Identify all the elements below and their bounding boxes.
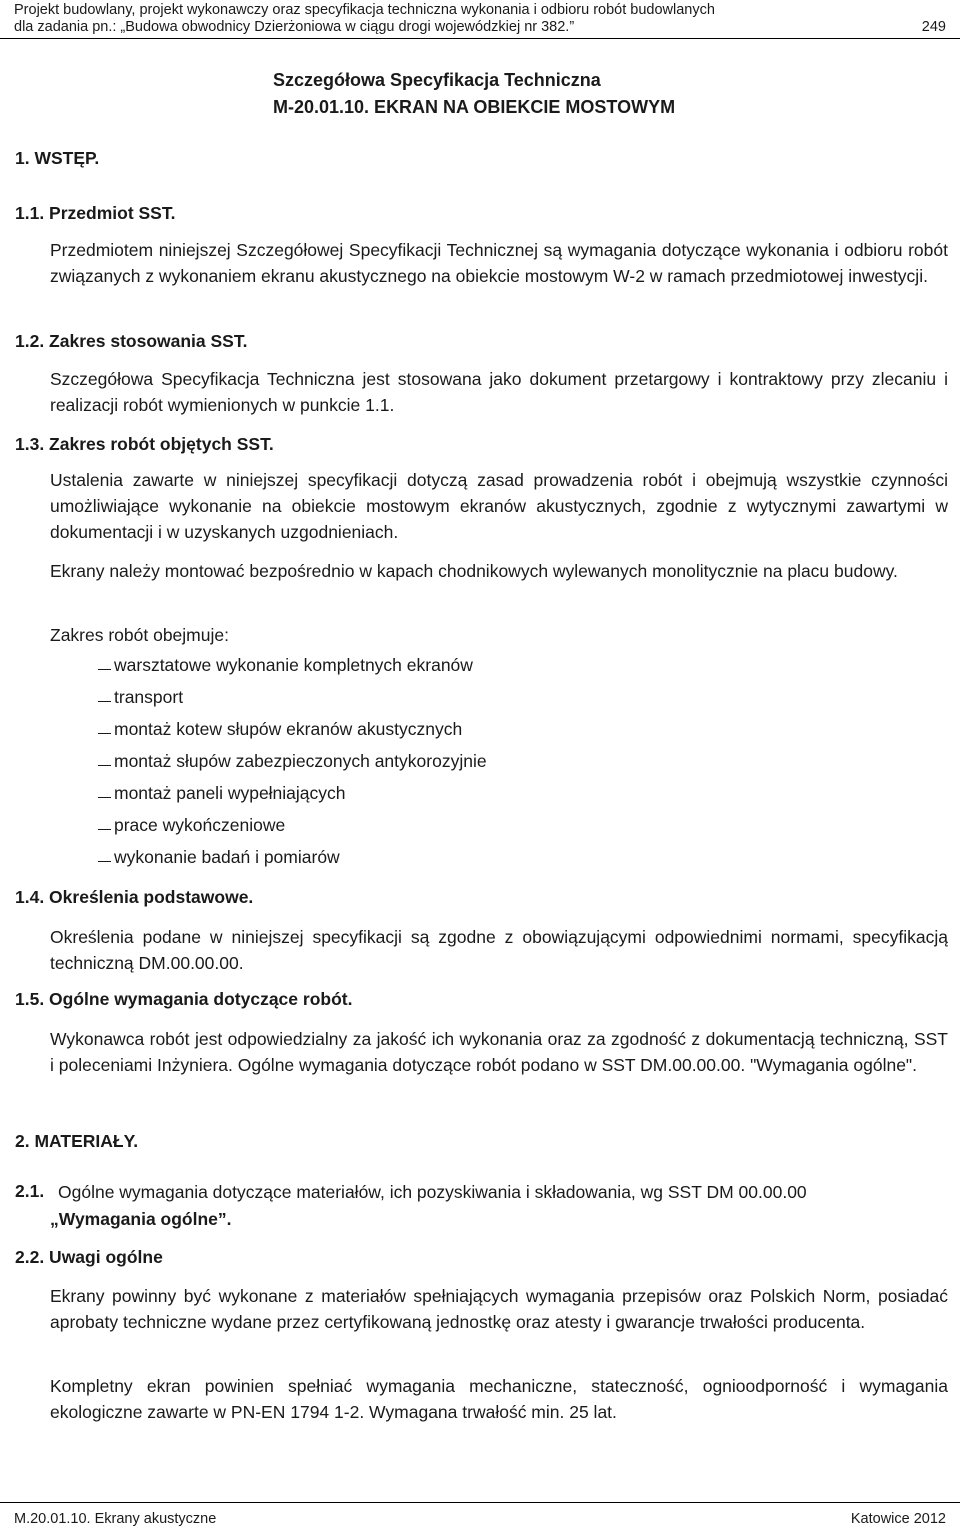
section-heading-2-2: 2.2. Uwagi ogólne bbox=[15, 1247, 163, 1267]
list-item: montaż paneli wypełniających bbox=[98, 783, 346, 804]
section-heading-1-2: 1.2. Zakres stosowania SST. bbox=[15, 331, 248, 351]
page-number: 249 bbox=[921, 19, 946, 35]
header-task-line: dla zadania pn.: „Budowa obwodnicy Dzierżoniowa w ciągu drogi wojewódzkiej nr 382.” bbox=[14, 19, 575, 35]
paragraph-1-2: Szczegółowa Specyfikacja Techniczna jest stosowana jako dokument przetargowy i kontraktowy przy zlecaniu i realizacji robót wymienionych w punkcie 1.1. bbox=[50, 369, 948, 415]
paragraph-1-4: Określenia podane w niniejszej specyfikacji są zgodne z obowiązującymi odpowiednimi normami, specyfikacją techniczną DM.00.00.00. bbox=[50, 927, 948, 973]
list-item: wykonanie badań i pomiarów bbox=[98, 847, 340, 868]
list-item: montaż słupów zabezpieczonych antykorozyjnie bbox=[98, 751, 487, 772]
paragraph-1-3-a: Ustalenia zawarte w niniejszej specyfikacji dotyczą zasad prowadzenia robót i obejmują wszystkie czynności umożliwiające wykonanie na obiekcie mostowym ekranów akustycznych, zgodnie z wytycznymi zawartymi w dokumentacji i w uzyskanych uzgodnieniach. bbox=[50, 470, 948, 542]
dash-bullet bbox=[98, 765, 111, 766]
dash-bullet bbox=[98, 861, 111, 862]
document-title: Szczegółowa Specyfikacja Techniczna bbox=[273, 70, 601, 90]
section-heading-2: 2. MATERIAŁY. bbox=[15, 1131, 139, 1151]
paragraph-2-1: Ogólne wymagania dotyczące materiałów, ich pozyskiwania i składowania, wg SST DM 00.00.00 bbox=[58, 1182, 807, 1202]
header-project-line: Projekt budowlany, projekt wykonawczy oraz specyfikacja techniczna wykonania i odbioru robót budowlanych bbox=[14, 2, 715, 18]
dash-bullet bbox=[98, 701, 111, 702]
page-header bbox=[0, 0, 960, 39]
list-item: montaż kotew słupów ekranów akustycznych bbox=[98, 719, 462, 740]
paragraph-1-3-b: Ekrany należy montować bezpośrednio w kapach chodnikowych wylewanych monolitycznie na placu budowy. bbox=[50, 561, 898, 581]
section-heading-1: 1. WSTĘP. bbox=[15, 148, 100, 168]
paragraph-1-5: Wykonawca robót jest odpowiedzialny za jakość ich wykonania oraz za zgodność z dokumentacją techniczną, SST i poleceniami Inżyniera. Ogólne wymagania dotyczące robót podano w SST DM.00.00.00. "Wymagania ogólne". bbox=[50, 1029, 948, 1075]
list-item: warsztatowe wykonanie kompletnych ekranów bbox=[98, 655, 473, 676]
list-item: prace wykończeniowe bbox=[98, 815, 285, 836]
footer-doc-code: M.20.01.10. Ekrany akustyczne bbox=[14, 1511, 217, 1527]
paragraph-1-3-c: Zakres robót obejmuje: bbox=[50, 625, 229, 645]
dash-bullet bbox=[98, 797, 111, 798]
footer-place-date: Katowice 2012 bbox=[850, 1511, 946, 1527]
section-heading-1-3: 1.3. Zakres robót objętych SST. bbox=[15, 434, 274, 454]
paragraph-2-2-a: Ekrany powinny być wykonane z materiałów spełniających wymagania przepisów oraz Polskich Norm, posiadać aprobaty techniczne wydane przez certyfikowaną jednostkę oraz atesty i gwarancje trwałości producenta. bbox=[50, 1286, 948, 1332]
dash-bullet bbox=[98, 829, 111, 830]
dash-bullet bbox=[98, 733, 111, 734]
section-heading-1-1: 1.1. Przedmiot SST. bbox=[15, 203, 176, 223]
footer-rule bbox=[0, 1502, 960, 1503]
paragraph-2-1-ref: „Wymagania ogólne”. bbox=[50, 1209, 232, 1229]
section-number-2-1: 2.1. bbox=[15, 1181, 45, 1201]
list-item: transport bbox=[98, 687, 183, 708]
paragraph-1-1: Przedmiotem niniejszej Szczegółowej Specyfikacji Technicznej są wymagania dotyczące wykonania i odbioru robót związanych z wykonaniem ekranu akustycznego na obiekcie mostowym W-2 w ramach przedmiotowej inwestycji. bbox=[50, 240, 948, 286]
section-heading-1-4: 1.4. Określenia podstawowe. bbox=[15, 887, 254, 907]
dash-bullet bbox=[98, 669, 111, 670]
section-heading-1-5: 1.5. Ogólne wymagania dotyczące robót. bbox=[15, 989, 353, 1009]
paragraph-2-2-b: Kompletny ekran powinien spełniać wymagania mechaniczne, stateczność, ognioodporność i wymagania ekologiczne zawarte w PN-EN 1794 1-2. Wymagana trwałość min. 25 lat. bbox=[50, 1376, 948, 1422]
document-subtitle: M-20.01.10. EKRAN NA OBIEKCIE MOSTOWYM bbox=[273, 97, 676, 117]
